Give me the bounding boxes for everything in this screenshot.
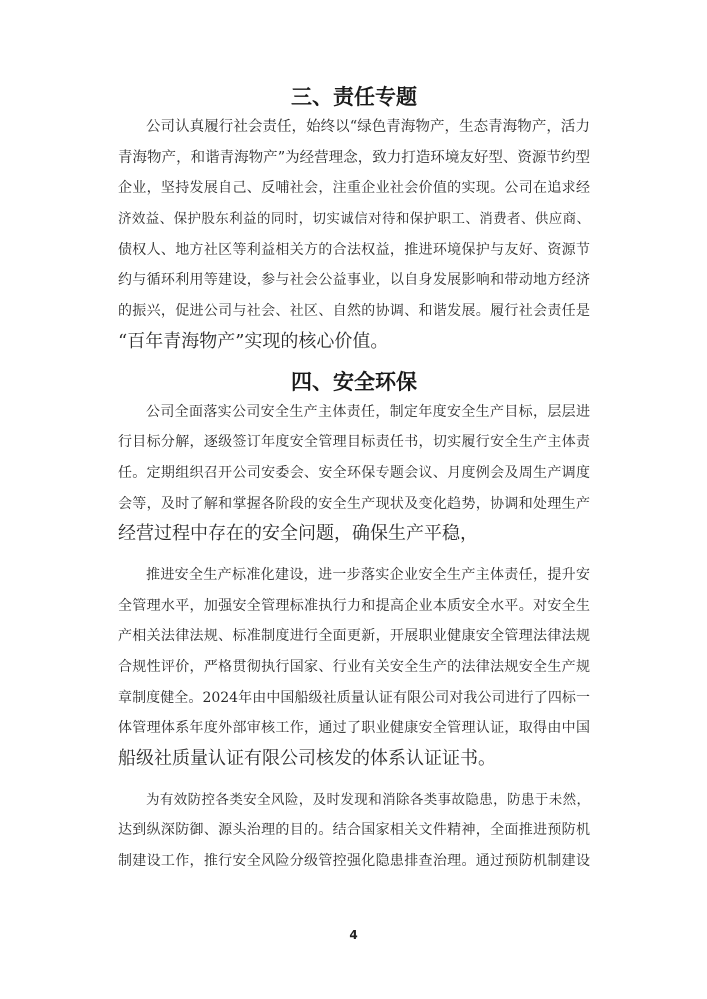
section-title: 三、责任专题 xyxy=(291,85,417,109)
paragraph xyxy=(118,560,590,775)
text-line: 青海物产，和谐青海物产”为经营理念，致力打造环境友好型、资源节约型 xyxy=(118,149,590,166)
document-body xyxy=(118,82,590,877)
text-line: 体管理体系年度外部审核工作，通过了职业健康安全管理认证，取得由中国 xyxy=(118,720,590,737)
paragraph xyxy=(118,112,590,358)
text-line: 任。定期组织召开公司安委会、安全环保专题会议、月度例会及周生产调度 xyxy=(118,464,590,481)
text-line: 达到纵深防御、源头治理的目的。结合国家相关文件精神，全面推进预防机 xyxy=(118,822,590,839)
text-line: 会等，及时了解和掌握各阶段的安全生产现状及变化趋势，协调和处理生产 xyxy=(118,495,590,512)
text-line: 济效益、保护股东利益的同时，切实诚信对待和保护职工、消费者、供应商、 xyxy=(118,211,590,228)
paragraph xyxy=(118,785,590,877)
text-line: 合规性评价，严格贯彻执行国家、行业有关安全生产的法律法规安全生产规 xyxy=(118,659,590,675)
text-line: 为有效防控各类安全风险，及时发现和消除各类事故隐患，防患于未然， xyxy=(146,791,590,808)
section-title: 四、安全环保 xyxy=(291,369,417,394)
text-line: 经营过程中存在的安全问题，确保生产平稳， xyxy=(118,523,478,545)
text-line: 全管理水平，加强安全管理标准执行力和提高企业本质安全水平。对安全生 xyxy=(118,597,590,614)
text-line: 制建设工作，推行安全风险分级管控强化隐患排查治理。通过预防机制建设 xyxy=(118,853,590,870)
text-line: 约与循环利用等建设，参与社会公益事业，以自身发展影响和带动地方经济 xyxy=(118,272,590,289)
text-line: 船级社质量认证有限公司核发的体系认证证书。 xyxy=(118,748,496,770)
text-line: “百年青海物产”实现的核心价值。 xyxy=(118,330,389,352)
text-line: 企业，坚持发展自己、反哺社会，注重企业社会价值的实现。公司在追求经 xyxy=(118,180,590,197)
text-line: 的振兴，促进公司与社会、社区、自然的协调、和谐发展。履行社会责任是 xyxy=(118,303,590,320)
text-line: 公司认真履行社会责任，始终以“绿色青海物产，生态青海物产，活力 xyxy=(146,119,590,135)
text-line: 公司全面落实公司安全生产主体责任，制定年度安全生产目标，层层进 xyxy=(146,403,590,420)
text-line: 行目标分解，逐级签订年度安全管理目标责任书，切实履行安全生产主体责 xyxy=(118,434,590,451)
text-line: 产相关法律法规、标准制度进行全面更新，开展职业健康安全管理法律法规 xyxy=(118,628,590,645)
text-line: 债权人、地方社区等利益相关方的合法权益，推进环境保护与友好、资源节 xyxy=(118,241,590,258)
page-number: 4 xyxy=(349,928,358,942)
paragraph xyxy=(118,397,590,550)
text-line: 推进安全生产标准化建设，进一步落实企业安全生产主体责任，提升安 xyxy=(146,566,590,583)
text-line: 章制度健全。2024年由中国船级社质量认证有限公司对我公司进行了四标一 xyxy=(118,689,590,706)
